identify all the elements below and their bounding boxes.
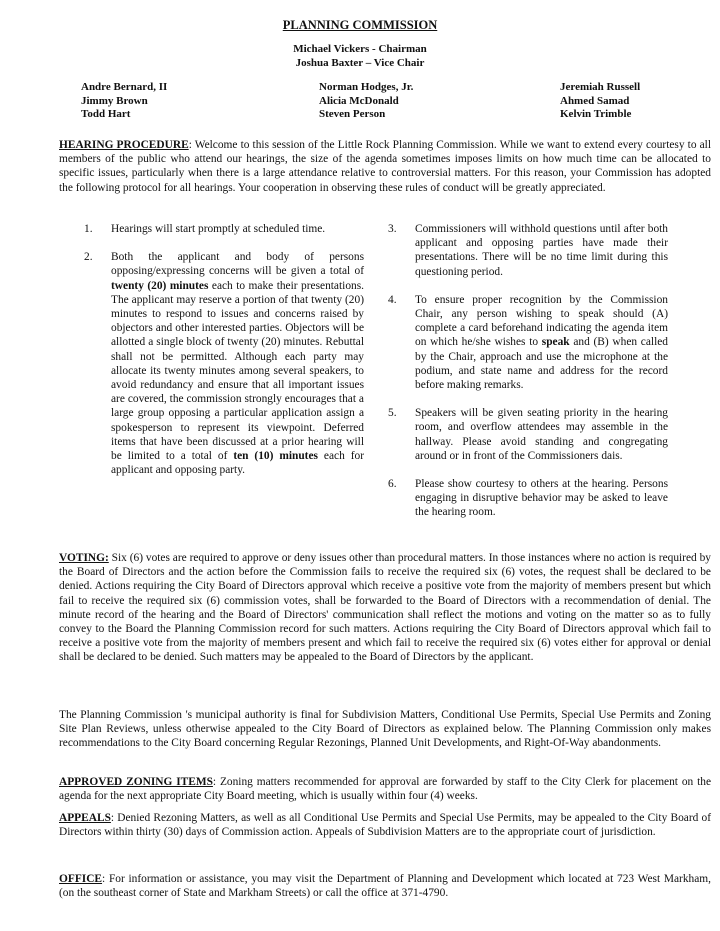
appeals-heading: APPEALS [59, 812, 111, 824]
hearing-procedure-heading: HEARING PROCEDURE [59, 139, 189, 151]
office-section [59, 872, 711, 900]
office-heading: OFFICE [59, 873, 103, 885]
member: Jimmy Brown [81, 94, 148, 107]
page-title: PLANNING COMMISSION [282, 18, 438, 32]
member: Norman Hodges, Jr. [319, 81, 414, 93]
rule-item-5: 5. Speakers will be given seating priority in the hearing room, and overflow attendees may assemble in the hallway. Please avoid standing and congregating around or in front of the Commissioners dais. [388, 407, 668, 462]
approved-zoning-heading: APPROVED ZONING ITEMS [59, 776, 213, 788]
approved-zoning-text: : Zoning matters recommended for approval are forwarded by staff to the City Clerk for placement on the agenda for the next appropriate City Board meeting, which is usually within four (4) weeks. [59, 776, 711, 803]
member: Alicia McDonald [319, 94, 399, 107]
hearing-procedure-section [59, 138, 711, 195]
authority-section [59, 708, 711, 751]
rules-left-column [84, 222, 364, 491]
member: Andre Bernard, II [81, 81, 168, 93]
chairman: Michael Vickers - Chairman [293, 43, 427, 55]
rule-item-2: 2. Both the applicant and body of persons opposing/expressing concerns will be given a total of twenty (20) minutes each to make their presentations. The applicant may reserve a portion of that twenty (20) minutes to respond to issues and concerns raised by objectors and other interested parties. Objectors will be allotted a single block of twenty (20) minutes. Rebuttal shall not be permitted. Although each party may allocate its twenty minutes among several speakers, to avoid redundancy and ensure that all important issues are covered, the commission strongly encourages that a large group opposing a particular application assign a spokesperson to represent its viewpoint. Deferred items that have been discussed at a prior hearing will be limited to a total of ten (10) minutes each for applicant and opposing party. [84, 251, 364, 477]
members-column-1 [81, 81, 167, 122]
rule-item-6: 6. Please show courtesy to others at the hearing. Persons engaging in disruptive behavior may be asked to leave the hearing room. [388, 478, 668, 519]
member: Jeremiah Russell [560, 81, 641, 93]
authority-text: The Planning Commission 's municipal authority is final for Subdivision Matters, Conditional Use Permits, Special Use Permits and Zoning Site Plan Reviews, unless otherwise appealed to the City Board of Directors as explained below. The Planning Commission only makes recommendations to the City Board concerning Regular Rezonings, Planned Unit Developments, and Right-Of-Way abandonments. [59, 709, 711, 750]
member: Steven Person [319, 108, 386, 120]
appeals-text: : Denied Rezoning Matters, as well as all Conditional Use Permits and Special Use Permits, may be appealed to the City Board of Directors within thirty (30) days of Commission action. Appeals of Subdivision Matters are to the appropriate court of jurisdiction. [59, 812, 711, 839]
rule-item-4: 4. To ensure proper recognition by the Commission Chair, any person wishing to speak should (A) complete a card beforehand indicating the agenda item on which he/she wishes to speak and (B) when called by the Chair, approach and use the microphone at the podium, and state name and address for the record before making remarks. [388, 293, 668, 392]
rule-item-3: 3. Commissioners will withhold questions until after both applicant and opposing parties have made their presentations. There will be no time limit during this questioning period. [388, 223, 668, 278]
member: Kelvin Trimble [560, 108, 632, 120]
member: Ahmed Samad [560, 94, 630, 107]
hearing-procedure-text: : Welcome to this session of the Little Rock Planning Commission. While we want to extend every courtesy to all members of the public who attend our hearings, the size of the agenda sometimes imposes limits on how much time can be allocated to specific issues, particularly when there is a large attendance relative to controversial matters. For this reason, your Commission has adopted the following protocol for all hearings. Your cooperation in observing these rules of conduct will be greatly appreciated. [59, 139, 712, 194]
appeals-section [59, 811, 711, 839]
member: Todd Hart [81, 108, 131, 120]
approved-zoning-section [59, 775, 711, 803]
voting-text: Six (6) votes are required to approve or deny issues other than procedural matters. In those instances where no action is required by the Board of Directors and the action before the Commission fails to receive the required six (6) votes, the request shall be declared to be denied. Actions requiring the City Board of Directors approval which receive a positive vote from the majority of members present but which fail to receive the required six (6) commission votes, shall be forwarded to the Board of Directors with a recommendation of denial. The minute record of the hearing and the Board of Directors' communication shall reflect the motions and voting on the matter so as to fully convey to the Board the Planning Commission record for such matters. Actions requiring the City Board of Directors approval which fail to receive a positive vote from the majority of members present and which fail to receive the required six (6) votes either for approval or denial shall be declared to be denied. Such matters may be appealed to the Board of Directors by the applicant. [59, 552, 711, 664]
rule-item-1: 1. Hearings will start promptly at scheduled time. [84, 223, 326, 235]
voting-section [59, 551, 711, 665]
members-column-3 [560, 81, 640, 122]
members-column-2 [319, 81, 413, 122]
vice-chair: Joshua Baxter – Vice Chair [295, 57, 425, 69]
voting-heading: VOTING: [59, 552, 109, 564]
rules-right-column [388, 222, 668, 534]
office-text: : For information or assistance, you may visit the Department of Planning and Development which located at 723 West Markham, (on the southeast corner of State and Markham Streets) or call the office at 371-4790. [59, 873, 711, 900]
